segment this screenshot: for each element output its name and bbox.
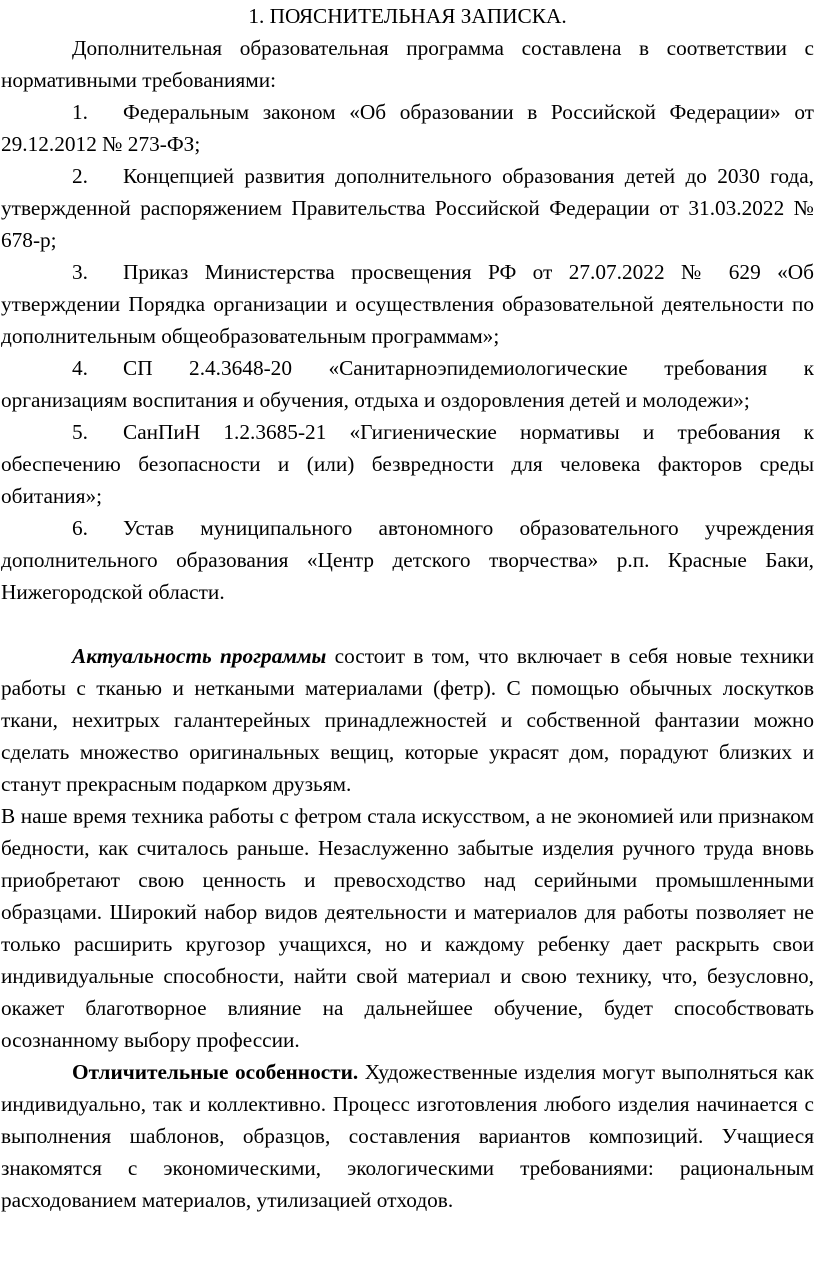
paragraph-gap bbox=[1, 608, 814, 640]
list-item bbox=[1, 160, 814, 256]
document-title: 1. ПОЯСНИТЕЛЬНАЯ ЗАПИСКА. bbox=[248, 4, 567, 28]
list-item bbox=[1, 96, 814, 160]
list-item-text: Концепцией развития дополнительного образования детей до 2030 года, утвержденной распоряжением Правительства Российской Федерации от 31.03.2022 № 678-р; bbox=[1, 164, 814, 252]
relevance-paragraph bbox=[1, 640, 814, 800]
features-paragraph bbox=[1, 1056, 814, 1216]
list-item bbox=[1, 416, 814, 512]
list-item-number: 5. bbox=[72, 420, 88, 444]
modern-paragraph: В наше время техника работы с фетром стала искусством, а не экономией или признаком бедности, как считалось раньше. Незаслуженно забытые изделия ручного труда вновь приобретают свою ценность и превосходство над серийными промышленными образцами. Широкий набор видов деятельности и материалов для работы позволяет не только расширить кругозор учащихся, но и каждому ребенку дает раскрыть свои индивидуальные способности, найти свой материал и свою технику, что, безусловно, окажет благотворное влияние на дальнейшее обучение, будет способствовать осознанному выбору профессии. bbox=[1, 804, 814, 1052]
list-item-number: 2. bbox=[72, 164, 88, 188]
list-item-number: 1. bbox=[72, 100, 88, 124]
list-item bbox=[1, 256, 814, 352]
features-text: Художественные изделия могут выполняться как индивидуально, так и коллективно. Процесс изготовления любого изделия начинается с выполнения шаблонов, образцов, составления вариантов композиций. Учащиеся знакомятся с экономическими, экологическими требованиями: рациональным расходованием материалов, утилизацией отходов. bbox=[1, 1060, 814, 1212]
list-item bbox=[1, 512, 814, 608]
list-item-text: СП 2.4.3648-20 «Санитарноэпидемиологические требования к организациям воспитания и обучения, отдыха и оздоровления детей и молодежи»; bbox=[1, 356, 814, 412]
list-item-text: Приказ Министерства просвещения РФ от 27.07.2022 № 629 «Об утверждении Порядка организации и осуществления образовательной деятельности по дополнительным общеобразовательным программам»; bbox=[1, 260, 814, 348]
relevance-text: состоит в том, что включает в себя новые техники работы с тканью и неткаными материалами (фетр). С помощью обычных лоскутков ткани, нехитрых галантерейных принадлежностей и собственной фантазии можно сделать множество оригинальных вещиц, которые украсят дом, порадуют близких и станут прекрасным подарком друзьям. bbox=[1, 644, 814, 796]
list-item-text: Устав муниципального автономного образовательного учреждения дополнительного образования «Центр детского творчества» р.п. Красные Баки, Нижегородской области. bbox=[1, 516, 814, 604]
list-item-number: 3. bbox=[72, 260, 88, 284]
relevance-heading: Актуальность программы bbox=[72, 644, 327, 668]
list-item bbox=[1, 352, 814, 416]
list-item-number: 4. bbox=[72, 356, 88, 380]
intro-paragraph: Дополнительная образовательная программа составлена в соответствии с нормативными требованиями: bbox=[1, 36, 814, 92]
requirements-list bbox=[1, 96, 814, 608]
list-item-number: 6. bbox=[72, 516, 88, 540]
features-heading: Отличительные особенности. bbox=[72, 1060, 359, 1084]
list-item-text: СанПиН 1.2.3685-21 «Гигиенические нормативы и требования к обеспечению безопасности и (или) безвредности для человека факторов среды обитания»; bbox=[1, 420, 814, 508]
list-item-text: Федеральным законом «Об образовании в Российской Федерации» от 29.12.2012 № 273-ФЗ; bbox=[1, 100, 814, 156]
